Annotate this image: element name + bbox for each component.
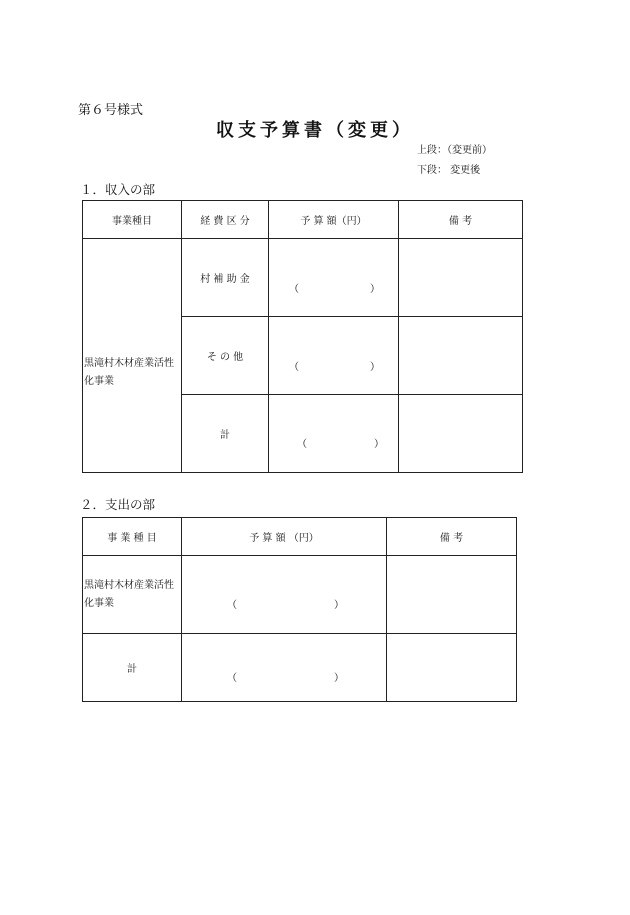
income-header-category: 事業種目 <box>83 201 182 239</box>
income-category: 黒滝村木材産業活性化事業 <box>84 358 174 387</box>
paren-open: （ <box>227 600 237 611</box>
document-title: 収支予算書（変更） <box>216 120 414 141</box>
expense-amount-cell[interactable] <box>182 556 387 634</box>
expense-total-remarks-cell[interactable] <box>387 634 517 702</box>
expense-row <box>83 556 517 634</box>
income-table <box>82 200 523 473</box>
income-total-amount-cell[interactable] <box>269 395 399 473</box>
legend-upper: 上段：（変更前） <box>417 145 492 156</box>
income-total-remarks-cell[interactable] <box>399 395 523 473</box>
expense-category: 黒滝村木材産業活性化事業 <box>84 579 174 609</box>
income-remarks-cell[interactable] <box>399 317 523 395</box>
income-header-expense-type: 経 費 区 分 <box>182 201 269 239</box>
income-row-label: 村 補 助 金 <box>182 239 269 317</box>
income-total-label: 計 <box>182 395 269 473</box>
expense-table <box>82 517 517 702</box>
paren-open: （ <box>297 439 307 450</box>
legend-lower: 下段： 変更後 <box>417 165 481 176</box>
income-header-row <box>83 201 523 239</box>
expense-remarks-cell[interactable] <box>387 556 517 634</box>
paren-close: ） <box>374 439 384 450</box>
form-number: 第６号様式 <box>78 103 144 118</box>
expense-total-label: 計 <box>83 634 182 702</box>
income-category-cell <box>83 239 182 473</box>
paren-open: （ <box>289 362 299 373</box>
expense-header-remarks: 備 考 <box>387 518 517 556</box>
income-header-amount: 予 算 額（円） <box>269 201 399 239</box>
paren-open: （ <box>289 284 299 295</box>
expense-section-title: ２．支出の部 <box>80 497 156 512</box>
expense-total-row <box>83 634 517 702</box>
paren-close: ） <box>370 362 380 373</box>
expense-header-amount: 予 算 額 （円） <box>182 518 387 556</box>
income-row <box>83 239 523 317</box>
income-remarks-cell[interactable] <box>399 239 523 317</box>
expense-total-amount-cell[interactable] <box>182 634 387 702</box>
income-header-remarks: 備 考 <box>399 201 523 239</box>
expense-header-category: 事 業 種 目 <box>83 518 182 556</box>
income-row-label: そ の 他 <box>182 317 269 395</box>
income-amount-cell[interactable] <box>269 317 399 395</box>
paren-close: ） <box>334 600 344 611</box>
expense-header-row <box>83 518 517 556</box>
paren-close: ） <box>370 284 380 295</box>
income-section-title: １．収入の部 <box>80 182 156 197</box>
paren-close: ） <box>334 673 344 684</box>
income-amount-cell[interactable] <box>269 239 399 317</box>
paren-open: （ <box>227 673 237 684</box>
expense-category-cell <box>83 556 182 634</box>
